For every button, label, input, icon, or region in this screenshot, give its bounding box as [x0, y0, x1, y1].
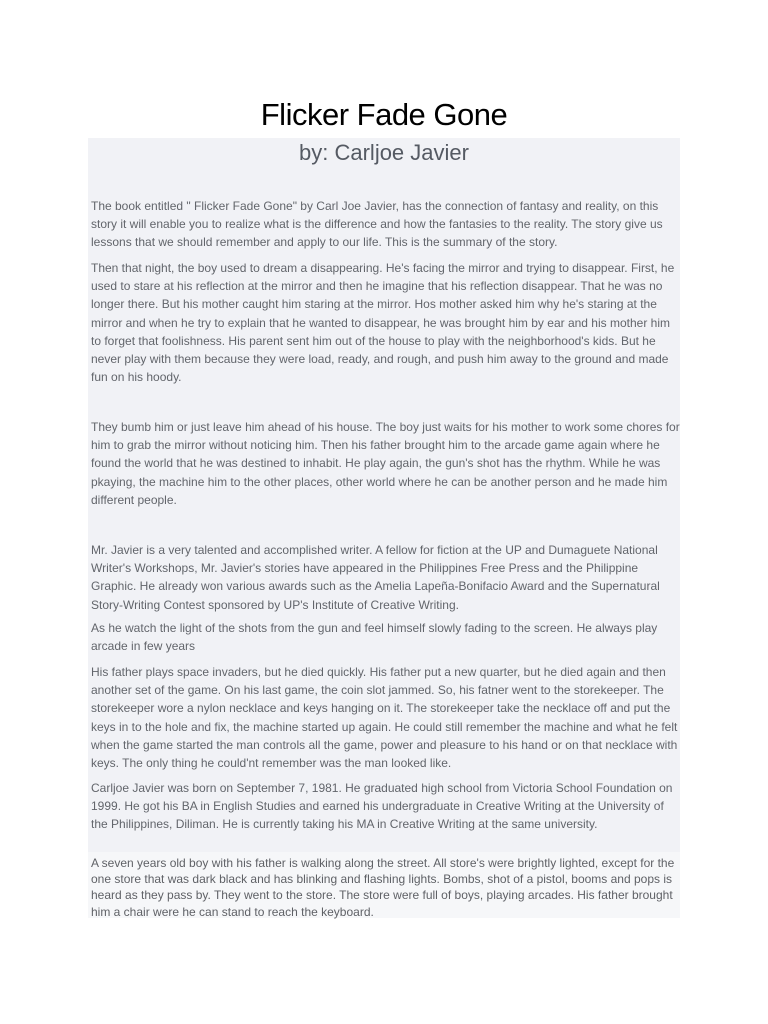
paragraph-fading: As he watch the light of the shots from the gun and feel himself slowly fading to the screen. He always play arcade in few years: [91, 621, 658, 654]
paragraph-space-invaders: His father plays space invaders, but he died quickly. His father put a new quarter, but he died again and then another set of the game. On his last game, the coin slot jammed. So, his fatner went to the storekeeper. The storekeeper wore a nylon necklace and keys hanging on it. The storekeeper take the necklace off and put the keys in to the hole and fix, the machine started up again. He could still remember the machine and what he felt when the game started the man controls all the game, power and pleasure to his hand or on that necklace with keys. The only thing he could'nt remember was the man looked like.: [91, 665, 678, 771]
paragraph-author-bio: Mr. Javier is a very talented and accomplished writer. A fellow for fiction at the UP and Dumaguete National Writer's Workshops, Mr. Javier's stories have appeared in the Philippines Free Press and the Philippine Graphic. He already won various awards such as the Amelia Lapeña-Bonifacio Award and the Supernatural Story-Writing Contest sponsored by UP's Institute of Creative Writing.: [91, 543, 660, 612]
document-author: by: Carljoe Javier: [299, 140, 469, 165]
paragraph-mirror: Then that night, the boy used to dream a disappearing. He's facing the mirror and trying to disappear. First, he used to stare at his reflection at the mirror and then he imagine that his reflection disappear. That he was no longer there. But his mother caught him staring at the mirror. Hos mother asked him why he's staring at the mirror and when he try to explain that he wanted to disappear, he was brought him by ear and his mother him to forget that foolishness. His parent sent him out of the house to play with the neighborhood's kids. But he never play with them because they were load, ready, and rough, and push him away to the ground and made fun on his hoody.: [91, 261, 675, 385]
paragraph-store: A seven years old boy with his father is walking along the street. All store's were brightly lighted, except for the one store that was dark black and has blinking and flashing lights. Bombs, shot of a pistol, booms and pops is heard as they pass by. They went to the store. The store were full of boys, playing arcades. His father brought him a chair were he can stand to reach the keyboard.: [91, 856, 675, 919]
paragraph-intro: The book entitled " Flicker Fade Gone" by Carl Joe Javier, has the connection of fantasy and reality, on this story it will enable you to realize what is the difference and how the fantasies to the reality. The story give us lessons that we should remember and apply to our life. This is the summary of the story.: [91, 199, 663, 250]
paragraph-author-birth: Carljoe Javier was born on September 7, 1981. He graduated high school from Victoria School Foundation on 1999. He got his BA in English Studies and earned his undergraduate in Creative Writing at the University of the Philippines, Diliman. He is currently taking his MA in Creative Writing at the same university.: [91, 781, 673, 832]
document-title: Flicker Fade Gone: [260, 97, 508, 132]
paragraph-arcade: They bumb him or just leave him ahead of his house. The boy just waits for his mother to work some chores for him to grab the mirror without noticing him. Then his father brought him to the arcade game again where he found the world that he was destined to inhabit. He play again, the gun's shot has the rhythm. While he was pkaying, the machine him to the other places, other world where he can be another person and he made him different people.: [91, 420, 680, 507]
